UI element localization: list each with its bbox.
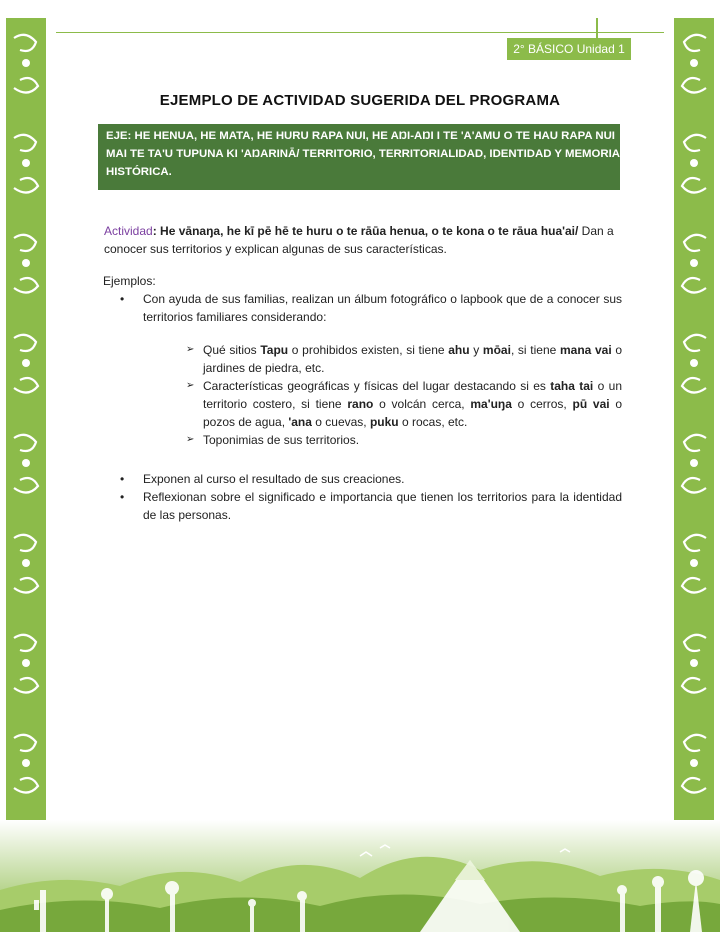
- top-rule: [56, 32, 664, 33]
- text-span: o volcán cerca,: [373, 397, 471, 411]
- eje-line-1: EJE: HE HENUA, HE MATA, HE HURU RAPA NUI, HE AŊI-AŊI I TE 'A'AMU O TE HAU RAPA NUI: [106, 130, 615, 142]
- left-decorative-border: [6, 18, 46, 838]
- bullet-item-reflexionan: [120, 488, 622, 524]
- activity-label: Actividad: [104, 224, 153, 238]
- bullet-item-exponen: [120, 470, 622, 488]
- text-span: , si tiene: [510, 343, 560, 357]
- bullet-text-album: Con ayuda de sus familias, realizan un álbum fotográfico o lapbook que de a conocer sus territorios familiares considerando:: [143, 292, 622, 324]
- text-span: o prohibidos existen, si tiene: [288, 343, 449, 357]
- arrow-item-caracteristicas: [186, 377, 622, 431]
- term-taha-tai: taha tai: [550, 379, 594, 393]
- badge-tick: [596, 18, 598, 40]
- bullet-item-album: [120, 290, 622, 326]
- left-border-ornament: [6, 18, 46, 838]
- text-span: y: [469, 343, 483, 357]
- term-pu-vai: pū vai: [572, 397, 610, 411]
- term-ahu: ahu: [448, 343, 470, 357]
- bullet-list-1: [120, 290, 622, 326]
- term-rano: rano: [347, 397, 374, 411]
- term-tapu: Tapu: [260, 343, 289, 357]
- right-decorative-border: [674, 18, 714, 838]
- bullet-dot: •: [120, 472, 125, 486]
- activity-paragraph: [104, 222, 624, 258]
- text-span: o rocas, etc.: [398, 415, 468, 429]
- text-span: o cerros,: [511, 397, 573, 411]
- arrow-list: [186, 341, 622, 449]
- eje-box: [98, 124, 620, 190]
- arrow-icon: ➢: [186, 380, 195, 391]
- term-mauna: ma'uŋa: [470, 397, 512, 411]
- text-toponimias: Toponimias de sus territorios.: [203, 433, 360, 447]
- grade-unit-badge: 2° BÁSICO Unidad 1: [507, 38, 631, 60]
- text-span: Qué sitios: [203, 343, 261, 357]
- arrow-icon: ➢: [186, 434, 195, 445]
- bullet-text-reflexionan: Reflexionan sobre el significado e importancia que tienen los territorios para la identidad de las personas.: [143, 490, 622, 522]
- bullet-text-exponen: Exponen al curso el resultado de sus creaciones.: [143, 472, 405, 486]
- text-span: Características geográficas y físicas del lugar destacando si es: [203, 379, 551, 393]
- arrow-icon: ➢: [186, 344, 195, 355]
- activity-description: Dan a conocer sus territorios y explican algunas de sus características.: [104, 224, 614, 256]
- term-mana-vai: mana vai: [559, 343, 612, 357]
- activity-colon: :: [152, 224, 157, 238]
- page-title: EJEMPLO DE ACTIVIDAD SUGERIDA DEL PROGRAMA: [159, 92, 561, 109]
- bullet-dot: •: [120, 490, 125, 504]
- bullet-list-2: [120, 470, 622, 524]
- term-puku: puku: [369, 415, 399, 429]
- text-span: o jardines de piedra, etc.: [203, 343, 623, 375]
- arrow-item-toponimias: [186, 431, 622, 449]
- eje-line-2: MAI TE TA'U TUPUNA KI 'AŊARINĀ/ TERRITORIO, TERRITORIALIDAD, IDENTIDAD Y MEMORIA: [106, 148, 621, 160]
- text-span: o cuevas,: [311, 415, 370, 429]
- ejemplos-label: Ejemplos:: [103, 274, 156, 288]
- right-border-ornament: [674, 18, 714, 838]
- text-span: o un territorio costero, si tiene: [203, 379, 622, 411]
- bullet-dot: •: [120, 292, 125, 306]
- eje-line-3: HISTÓRICA.: [106, 166, 172, 178]
- arrow-item-sitios: [186, 341, 622, 377]
- bottom-landscape-illustration: [0, 820, 720, 932]
- term-ana: 'ana: [288, 415, 312, 429]
- text-span: o pozos de agua,: [203, 397, 623, 429]
- term-moai: mōai: [482, 343, 511, 357]
- activity-title-rapanui: He vānaŋa, he kī pē hē te huru o te rāūa henua, o te kona o te rāua hua'ai/: [160, 224, 579, 238]
